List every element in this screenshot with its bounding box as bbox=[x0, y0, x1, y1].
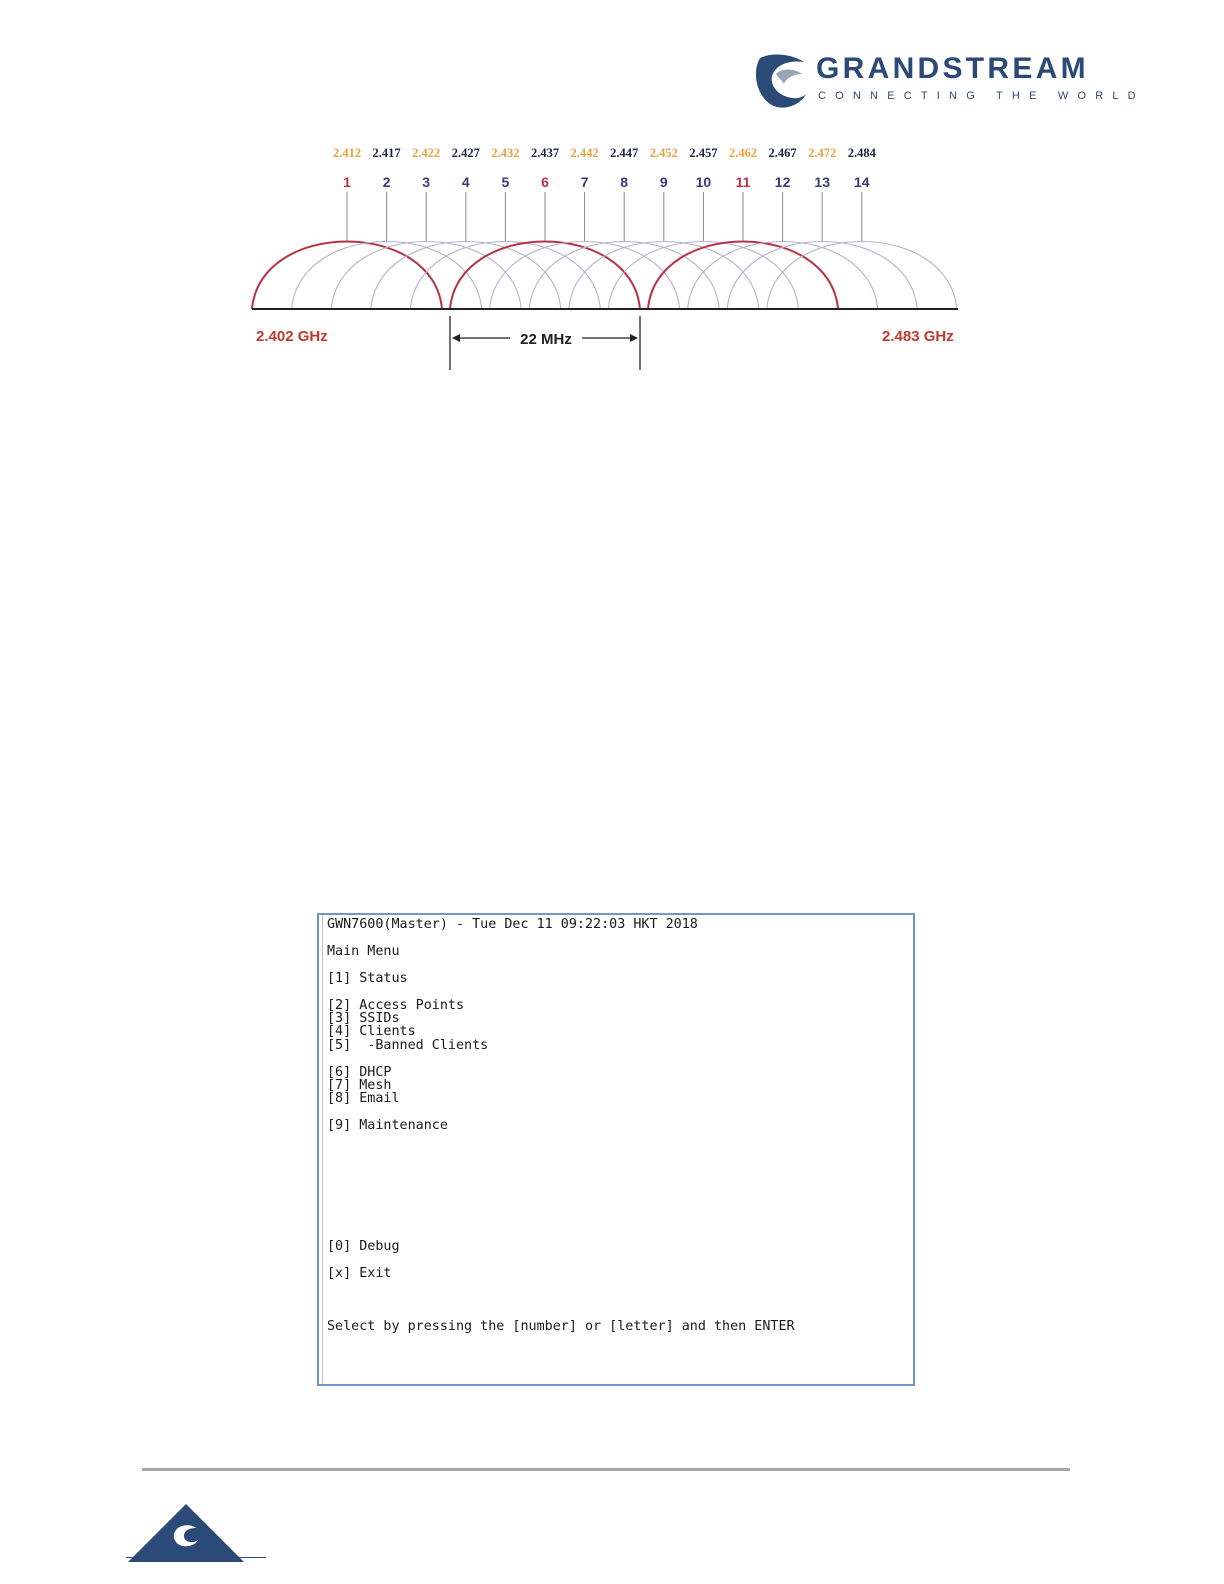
terminal-prompt: Select by pressing the [number] or [letter] and then ENTER bbox=[327, 1319, 795, 1334]
grandstream-logo bbox=[752, 52, 1145, 110]
channel-number: 14 bbox=[854, 174, 870, 190]
menu-item-maintenance[interactable]: [9] Maintenance bbox=[327, 1118, 448, 1133]
width-label: 22 MHz bbox=[520, 331, 572, 348]
frequency-label: 2.422 bbox=[412, 146, 441, 160]
frequency-label: 2.417 bbox=[372, 146, 401, 160]
channel-overlap-diagram bbox=[248, 140, 964, 372]
channel-number: 9 bbox=[659, 174, 668, 190]
band-end-label: 2.483 GHz bbox=[882, 328, 954, 345]
frequency-label: 2.442 bbox=[570, 146, 599, 160]
frequency-label: 2.427 bbox=[451, 146, 480, 160]
channel-arc bbox=[292, 242, 482, 310]
channel-arc bbox=[252, 242, 442, 310]
channel-arcs bbox=[252, 242, 957, 310]
frequency-label: 2.452 bbox=[649, 146, 678, 160]
frequency-label: 2.472 bbox=[808, 146, 837, 160]
frequency-labels bbox=[333, 146, 877, 160]
frequency-label: 2.484 bbox=[847, 146, 876, 160]
channel-number: 1 bbox=[343, 174, 351, 190]
menu-item-banned-clients[interactable]: [5] -Banned Clients bbox=[327, 1038, 489, 1053]
frequency-label: 2.447 bbox=[610, 146, 639, 160]
channel-number: 7 bbox=[580, 174, 589, 190]
menu-item-debug[interactable]: [0] Debug bbox=[327, 1239, 400, 1254]
channel-number: 12 bbox=[774, 174, 791, 190]
channel-arc bbox=[688, 242, 878, 310]
grandstream-triangle-logo-icon bbox=[126, 1502, 246, 1562]
grandstream-swoosh-icon bbox=[752, 52, 808, 110]
footer-divider bbox=[142, 1468, 1070, 1471]
channel-number: 6 bbox=[541, 174, 549, 190]
brand-tagline: CONNECTING THE WORLD bbox=[818, 90, 1145, 102]
channel-arc bbox=[490, 242, 680, 310]
frequency-label: 2.457 bbox=[689, 146, 718, 160]
channel-ticks bbox=[347, 192, 862, 241]
menu-title: Main Menu bbox=[327, 944, 400, 959]
channel-arc bbox=[727, 242, 917, 310]
channel-number: 2 bbox=[382, 174, 391, 190]
frequency-label: 2.467 bbox=[768, 146, 797, 160]
channel-arc bbox=[648, 242, 838, 310]
menu-item-status[interactable]: [1] Status bbox=[327, 971, 408, 986]
menu-item-mesh[interactable]: [7] Mesh bbox=[327, 1078, 392, 1093]
menu-item-ssids[interactable]: [3] SSIDs bbox=[327, 1011, 400, 1026]
channel-number: 5 bbox=[501, 174, 510, 190]
menu-item-dhcp[interactable]: [6] DHCP bbox=[327, 1065, 392, 1080]
channel-number: 11 bbox=[735, 174, 751, 190]
width-arrowhead-left bbox=[452, 334, 460, 342]
channel-number: 3 bbox=[422, 174, 431, 190]
channel-number: 10 bbox=[695, 174, 712, 190]
channel-number: 13 bbox=[814, 174, 830, 190]
menu-item-exit[interactable]: [x] Exit bbox=[327, 1266, 392, 1281]
terminal-header: GWN7600(Master) - Tue Dec 11 09:22:03 HKT 2018 bbox=[327, 917, 698, 932]
channel-arc bbox=[450, 242, 640, 310]
footer-underline bbox=[126, 1557, 266, 1558]
brand-name: GRANDSTREAM bbox=[816, 52, 1089, 85]
channel-arc bbox=[608, 242, 798, 310]
width-arrowhead-right bbox=[630, 334, 638, 342]
frequency-label: 2.462 bbox=[728, 146, 758, 160]
frequency-label: 2.412 bbox=[332, 146, 362, 160]
channel-labels bbox=[343, 174, 870, 190]
channel-number: 4 bbox=[461, 174, 470, 190]
channel-number: 8 bbox=[620, 174, 629, 190]
channel-arc bbox=[410, 242, 600, 310]
terminal-window[interactable] bbox=[317, 913, 915, 1386]
menu-item-clients[interactable]: [4] Clients bbox=[327, 1024, 416, 1039]
frequency-label: 2.437 bbox=[530, 146, 560, 160]
menu-item-access-points[interactable]: [2] Access Points bbox=[327, 998, 465, 1013]
band-start-label: 2.402 GHz bbox=[256, 328, 328, 345]
menu-item-email[interactable]: [8] Email bbox=[327, 1091, 400, 1106]
frequency-label: 2.432 bbox=[491, 146, 520, 160]
